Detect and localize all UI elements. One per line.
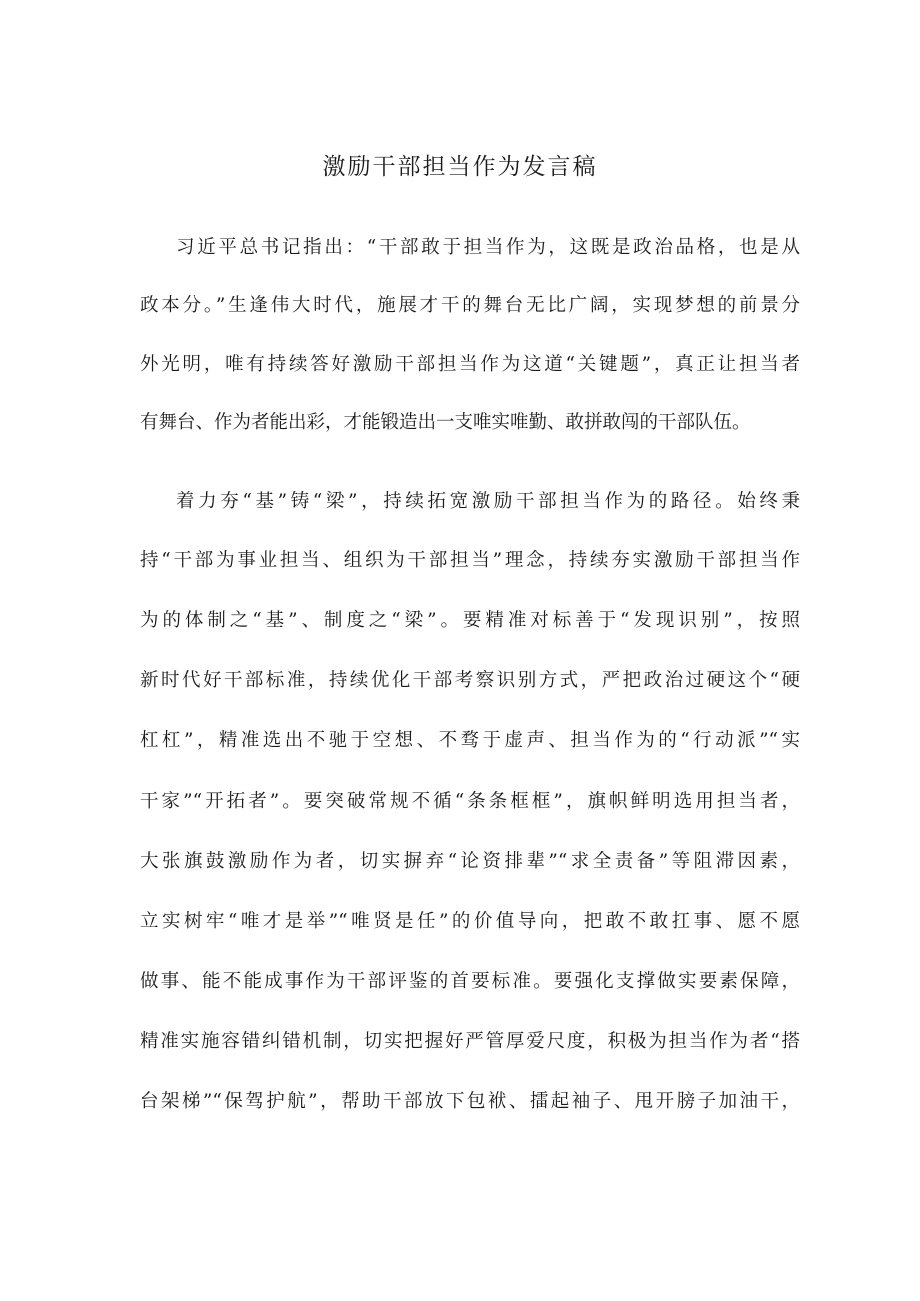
paragraph-line: 做事、能不能成事作为干部评鉴的首要标准。要强化支撑做实要素保障， [140,971,800,992]
paragraph-line: 干家”“开拓者”。要突破常规不循“条条框框”，旗帜鲜明选用担当者， [140,791,800,812]
paragraph-line: 杠杠”，精准选出不驰于空想、不骛于虚声、担当作为的“行动派”“实 [140,730,800,751]
paragraph-line: 着力夯“基”铸“梁”，持续拓宽激励干部担当作为的路径。始终秉 [176,491,800,512]
paragraph-line: 新时代好干部标准，持续优化干部考察识别方式，严把政治过硬这个“硬 [140,670,800,691]
paragraph-line: 持“干部为事业担当、组织为干部担当”理念，持续夯实激励干部担当作 [140,550,800,571]
paragraph-line: 习近平总书记指出：“干部敢于担当作为，这既是政治品格，也是从 [176,237,800,258]
paragraph-line: 台架梯”“保驾护航”，帮助干部放下包袱、擂起袖子、甩开膀子加油干， [140,1091,800,1112]
paragraph-line: 立实树牢“唯才是举”“唯贤是任”的价值导向，把敢不敢扛事、愿不愿 [140,911,800,932]
paragraph-line: 为的体制之“基”、制度之“梁”。要精准对标善于“发现识别”，按照 [140,610,800,631]
paragraph-line: 精准实施容错纠错机制，切实把握好严管厚爱尺度，积极为担当作为者“搭 [140,1031,800,1052]
paragraph-line: 大张旗鼓激励作为者，切实摒弃“论资排辈”“求全责备”等阻滞因素， [140,851,800,872]
document-title: 激励干部担当作为发言稿 [322,154,598,180]
paragraph-line: 外光明，唯有持续答好激励干部担当作为这道“关键题”，真正让担当者 [140,354,800,375]
paragraph-line: 政本分。”生逢伟大时代，施展才干的舞台无比广阔，实现梦想的前景分 [140,295,800,316]
paragraph-line: 有舞台、作为者能出彩，才能锻造出一支唯实唯勤、敢拼敢闯的干部队伍。 [140,412,751,433]
